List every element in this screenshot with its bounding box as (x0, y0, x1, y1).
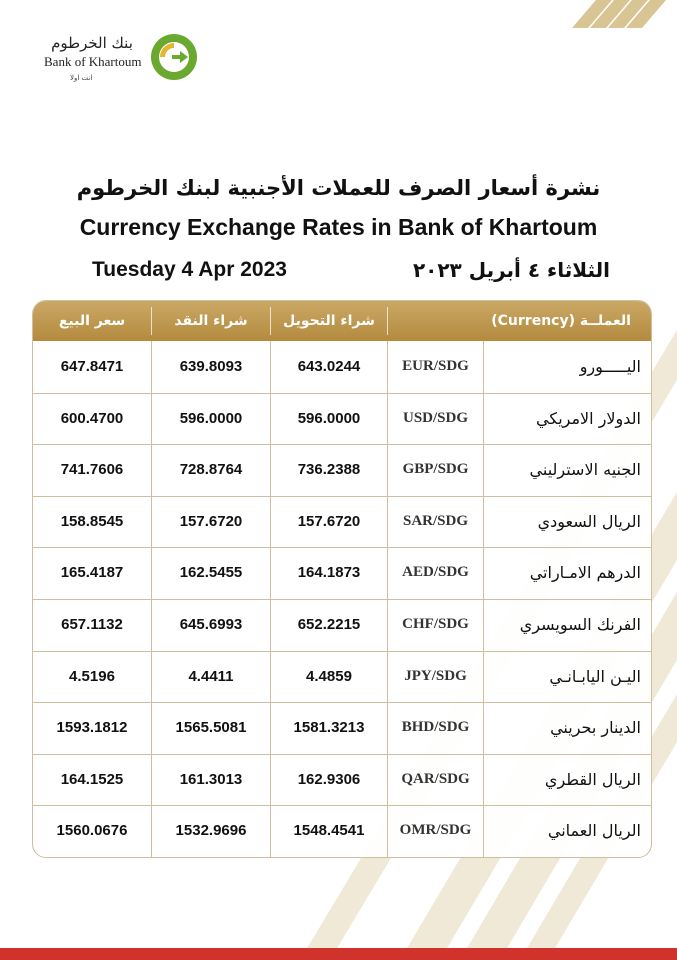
currency-pair-cell: GBP/SDG (402, 461, 469, 478)
header-cash-buy: شراء النقد (174, 313, 248, 329)
currency-name-cell: اليـن اليابـانـي (549, 666, 641, 686)
sell-rate-cell: 600.4700 (60, 409, 124, 427)
cash-buy-cell: 1565.5081 (175, 719, 247, 737)
table-row (33, 393, 651, 446)
currency-name-cell: الدرهم الامـاراتي (529, 563, 641, 583)
table-row (33, 547, 651, 600)
currency-name-cell: الريال السعودي (537, 511, 641, 531)
currency-name-cell: الريال القطري (544, 769, 641, 789)
bank-name-english: Bank of Khartoum (44, 54, 142, 69)
currency-name-cell: الدولار الامريكي (536, 408, 641, 428)
sell-rate-cell: 657.1132 (61, 616, 123, 633)
currency-name-cell: الجنيه الاسترليني (529, 460, 641, 480)
table-row (33, 341, 651, 394)
cash-buy-cell: 728.8764 (179, 461, 243, 479)
cash-buy-cell: 4.4411 (188, 667, 234, 685)
sell-rate-cell: 165.4187 (60, 564, 124, 582)
transfer-buy-cell: 4.4859 (306, 667, 352, 685)
sell-rate-cell: 4.5196 (69, 667, 115, 685)
table-row (33, 805, 651, 857)
currency-pair-cell: AED/SDG (402, 564, 469, 581)
table-row (33, 496, 651, 549)
table-row (33, 754, 651, 807)
header-currency: العملــة (Currency) (491, 313, 631, 329)
transfer-buy-cell: 1581.3213 (293, 719, 365, 737)
exchange-rates-table (32, 300, 652, 858)
table-row (33, 444, 651, 497)
sell-rate-cell: 1560.0676 (56, 822, 128, 840)
sell-rate-cell: 158.8545 (60, 512, 124, 530)
table-header (33, 301, 651, 341)
currency-pair-cell: CHF/SDG (402, 616, 469, 632)
date-arabic: الثلاثاء ٤ أبريل ٢٠٢٣ (412, 258, 610, 282)
bottom-accent-bar (0, 948, 677, 960)
currency-pair-cell: QAR/SDG (401, 770, 470, 787)
cash-buy-cell: 161.3013 (179, 770, 243, 788)
transfer-buy-cell: 1548.4541 (293, 822, 365, 840)
date-english: Tuesday 4 Apr 2023 (92, 258, 287, 281)
transfer-buy-cell: 164.1873 (297, 564, 361, 582)
bank-of-khartoum-logo-icon (150, 33, 198, 81)
currency-pair-cell: USD/SDG (402, 409, 469, 426)
title-english: Currency Exchange Rates in Bank of Khartoum (79, 214, 598, 240)
sell-rate-cell: 1593.1812 (56, 719, 128, 737)
sell-rate-cell: 741.7606 (60, 461, 124, 479)
cash-buy-cell: 157.6720 (179, 512, 243, 530)
currency-pair-cell: OMR/SDG (399, 822, 472, 839)
sell-rate-cell: 164.1525 (60, 770, 124, 788)
table-row (33, 702, 651, 755)
sell-rate-cell: 647.8471 (60, 358, 124, 375)
currency-pair-cell: EUR/SDG (402, 358, 469, 374)
cash-buy-cell: 162.5455 (179, 564, 243, 582)
transfer-buy-cell: 157.6720 (297, 512, 361, 530)
transfer-buy-cell: 652.2215 (297, 616, 361, 633)
table-row (33, 651, 651, 704)
currency-name-cell: الدينار بحريني (550, 718, 641, 738)
cash-buy-cell: 596.0000 (179, 409, 243, 427)
currency-pair-cell: BHD/SDG (401, 719, 470, 736)
bank-logo (40, 30, 200, 90)
cash-buy-cell: 639.8093 (179, 358, 243, 375)
bank-tagline: انت اولا (70, 74, 93, 82)
currency-name-cell: الفرنك السويسري (519, 615, 641, 634)
currency-pair-cell: JPY/SDG (404, 667, 467, 684)
title-arabic: نشرة أسعار الصرف للعملات الأجنبية لبنك الخرطوم (76, 176, 601, 200)
transfer-buy-cell: 596.0000 (297, 409, 361, 427)
bank-name-arabic: بنك الخرطوم (51, 34, 133, 52)
header-transfer-buy: شراء التحويل (283, 313, 375, 329)
header-sell: سعر البيع (58, 313, 126, 329)
currency-name-cell: الريال العماني (547, 821, 641, 841)
currency-name-cell: اليـــــورو (579, 357, 641, 376)
cash-buy-cell: 645.6993 (179, 616, 243, 633)
transfer-buy-cell: 643.0244 (297, 358, 361, 375)
cash-buy-cell: 1532.9696 (175, 822, 247, 840)
transfer-buy-cell: 736.2388 (297, 461, 361, 479)
table-row (33, 599, 651, 652)
transfer-buy-cell: 162.9306 (297, 770, 361, 788)
currency-pair-cell: SAR/SDG (402, 512, 469, 529)
